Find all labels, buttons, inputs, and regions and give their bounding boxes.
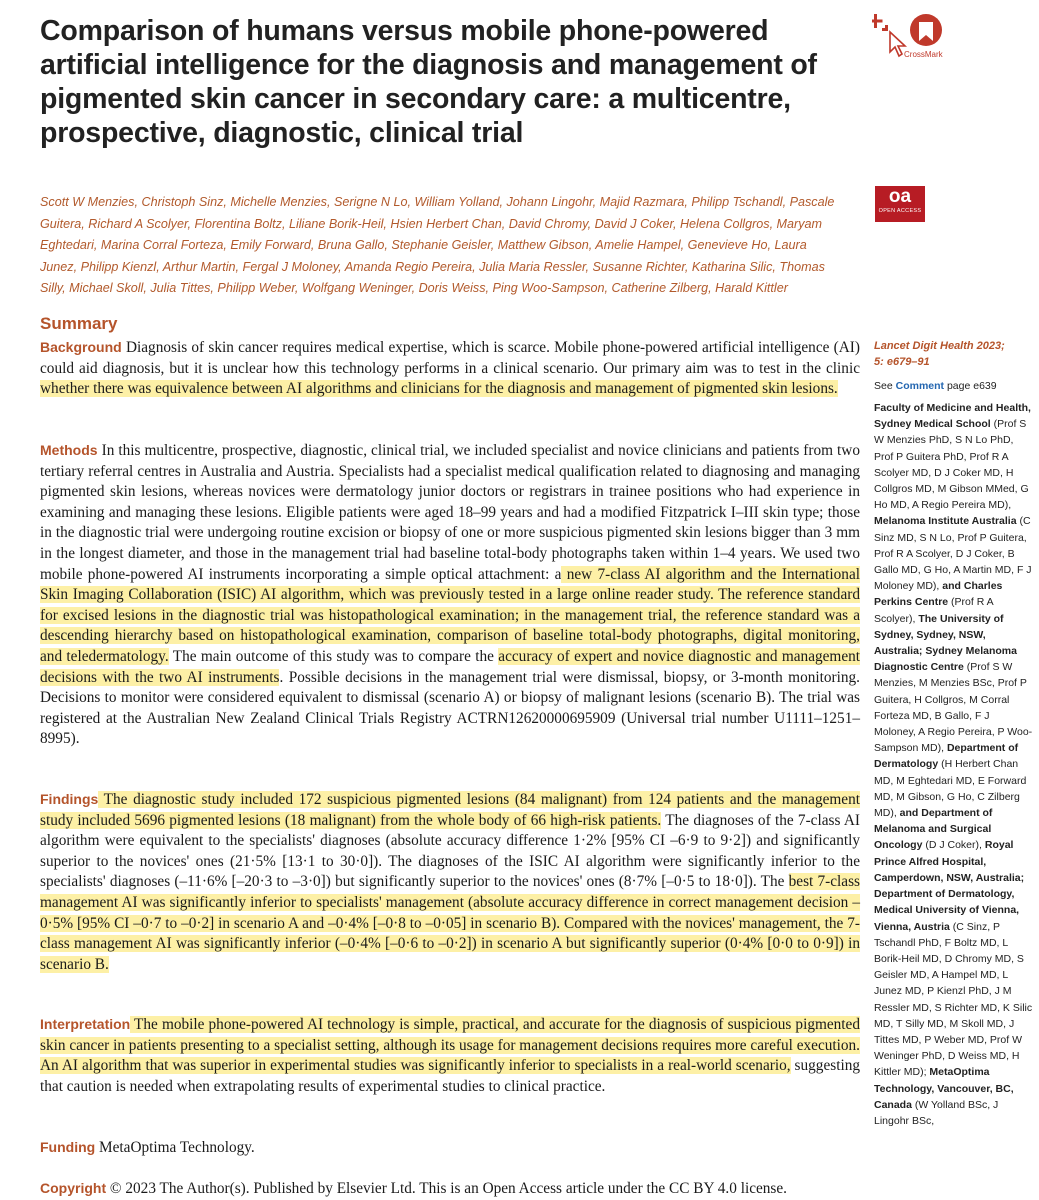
affiliation-3-people: (Prof R A Scolyer),	[874, 596, 994, 625]
methods-text-2: The main outcome of this study was to compare the	[168, 647, 499, 665]
findings-text-1: The diagnoses of the 7-class AI algorithm were equivalent to the specialists' diagnoses (absolute accuracy difference 1·2% [95% CI –6·9 to 9·2]) and significantly superior to the novices' ones (21·5% [13·1 to 30·0]). The diagnoses of the ISIC AI algorithm were significantly inferior to the specialists' diagnoses (–11·6% [–20·3 to –3·0]) but significantly superior to the novices' ones (8·7% [–0·5 to 18·0]). The	[40, 811, 860, 891]
methods-label: Methods	[40, 442, 98, 458]
affiliation-4-people: (Prof S W Menzies, M Menzies BSc, Prof P Guitera, H Collgros, M Corral Forteza MD, B Gallo, F J Moloney, A Regio Pereira, P Woo-Sampson MD),	[874, 661, 1033, 755]
interpretation-text: suggesting that caution is needed when extrapolating results of experimental studies to clinical practice.	[40, 1057, 860, 1095]
methods-highlight-1: new 7-class AI algorithm and the International Skin Imaging Collaboration (ISIC) AI algorithm, which was previously tested in a large online reader study. The reference standard for excised lesions in the diagnostic trial was histopathological examination; in the management trial, the reference standard was a descending hierarchy based on histopathological examination, comparison of baseline total-body photographs, digital monitoring, and teledermatology.	[40, 565, 860, 665]
oa-caption: OPEN ACCESS	[878, 208, 922, 214]
affiliation-7: Royal Prince Alfred Hospital, Camperdown, NSW, Australia; Department of Dermatology, Medical University of Vienna, Vienna, Austria	[874, 839, 1025, 933]
open-access-badge	[875, 186, 925, 222]
citation	[874, 338, 1034, 370]
affiliation-8-people: (W Yolland BSc, J Lingohr BSc,	[874, 1098, 999, 1127]
methods-text-1: In this multicentre, prospective, diagnostic, clinical trial, we included specialist and novice clinicians and patients from two tertiary referral centres in Australia and Austria. Specialists had a specialist medical qualification related to diagnosing and managing pigmented skin lesions, whereas novices were dermatology junior doctors or registrars in trainee positions who had experience in examining and managing these lesions. Eligible patients were aged 18–99 years and had a modified Fitzpatrick I–III skin type; those in the diagnostic trial were undergoing routine excision or biopsy of one or more suspicious pigmented skin lesions bigger than 3 mm in the longest diameter, and those in the management trial had baseline total-body photographs taken within 1–4 years. We used two mobile phone-powered AI instruments incorporating a simple optical attachment: a	[40, 442, 861, 583]
copyright-label: Copyright	[40, 1180, 107, 1196]
affiliations	[874, 400, 1034, 1129]
background-text: Diagnosis of skin cancer requires medical expertise, which is scarce. Mobile phone-powered artificial intelligence (AI) could aid diagnosis, but it is unclear how this technology performs in a clinical scenario. Our primary aim was to test in the clinic	[40, 339, 860, 377]
affiliation-1-people: (Prof S W Menzies PhD, S N Lo PhD, Prof P Guitera PhD, Prof R A Scolyer MD, D J Coker MD, H Collgros MD, M Gibson MMed, G Ho MD, A Regio Pereira MD),	[874, 418, 1029, 512]
funding-text: MetaOptima Technology.	[95, 1139, 255, 1156]
see-text: See	[874, 380, 896, 392]
copyright-section	[40, 1178, 860, 1200]
methods-highlight-2: accuracy of expert and novice diagnostic and management decisions with the two AI instruments	[40, 647, 861, 686]
affiliation-8: MetaOptima Technology, Vancouver, BC, Canada	[874, 1066, 1014, 1111]
affiliation-6-people: (D J Coker),	[922, 839, 982, 852]
background-section	[40, 337, 860, 400]
affiliation-6: and Department of Melanoma and Surgical Oncology	[874, 807, 993, 852]
funding-label: Funding	[40, 1139, 96, 1155]
interpretation-highlight: The mobile phone-powered AI technology is simple, practical, and accurate for the diagnosis of suspicious pigmented skin cancer in patients presenting to a specialist setting, although its usage for management decisions requires more careful execution. An AI algorithm that was superior in experimental studies was significantly inferior to specialists in a real-world scenario,	[40, 1016, 860, 1075]
findings-highlight-1: The diagnostic study included 172 suspicious pigmented lesions (84 malignant) from 124 patients and the management study included 5696 pigmented lesions (18 malignant) from the whole body of 66 high-risk patients.	[40, 791, 860, 829]
summary-heading: Summary	[40, 314, 118, 333]
affiliation-2: Melanoma Institute Australia	[874, 515, 1017, 528]
article-title: Comparison of humans versus mobile phone-powered artificial intelligence for the diagnosis and management of pigmented skin cancer in secondary care: a multicentre, prospective, diagnostic, clinical trial	[40, 15, 817, 149]
copyright-text: © 2023 The Author(s). Published by Elsevier Ltd. This is an Open Access article under the CC BY 4.0 license.	[106, 1180, 787, 1197]
affiliation-3: and Charles Perkins Centre	[874, 580, 1003, 609]
findings-highlight-2: best 7-class management AI was significantly inferior to specialists' management (absolute accuracy difference in correct management decision –0·5% [95% CI –0·7 to –0·2] in scenario A and –0·4% [–0·8 to –0·05] in scenario B). Compared with the novices' management, the 7-class management AI was significantly inferior (–0·4% [–0·6 to –0·2]) in scenario A but significantly superior (0·4% [0·0 to 0·9]) in scenario B.	[40, 873, 860, 973]
funding-section	[40, 1137, 860, 1159]
affiliation-7-people: (C Sinz, P Tschandl PhD, F Boltz MD, L Borik-Heil MD, D Chromy MD, S Geisler MD, A Hampel MD, L Junez MD, P Kienzl PhD, J M Ressler MD, S Richter MD, K Silic MD, T Silly MD, M Skoll MD, J Tittes MD, P Weber MD, Prof W Weninger PhD, D Weiss MD, H Kittler MD);	[874, 920, 1033, 1079]
background-label: Background	[40, 339, 122, 355]
affiliation-5-people: (H Herbert Chan MD, M Eghtedari MD, E Forward MD, M Gibson, G Ho, C Zilberg MD),	[874, 758, 1027, 820]
affiliation-5: Department of Dermatology	[874, 742, 1019, 771]
interpretation-label: Interpretation	[40, 1016, 131, 1032]
crossmark-label: CrossMark	[904, 50, 943, 59]
affiliation-4: The University of Sydney, Sydney, NSW, Australia; Sydney Melanoma Diagnostic Centre	[874, 612, 1017, 674]
citation-pages: 5: e679–91	[874, 356, 930, 369]
background-highlight: whether there was equivalence between AI algorithms and clinicians for the diagnosis and management of pigmented skin lesions.	[40, 380, 838, 398]
findings-section	[40, 789, 860, 975]
citation-journal: Lancet Digit Health 2023;	[874, 340, 1005, 352]
affiliation-1: Faculty of Medicine and Health, Sydney Medical School	[874, 402, 1031, 431]
author-list: Scott W Menzies, Christoph Sinz, Michelle Menzies, Serigne N Lo, William Yolland, Johann Lingohr, Majid Razmara, Philipp Tschandl, Pascale Guitera, Richard A Scolyer, Florentina Boltz, Liliane Borik-Heil, Hsien Herbert Chan, David Chromy, David J Coker, Helena Collgros, Maryam Eghtedari, Marina Corral Forteza, Emily Forward, Bruna Gallo, Stephanie Geisler, Matthew Gibson, Amelie Hampel, Genevieve Ho, Laura Junez, Philipp Kienzl, Arthur Martin, Fergal J Moloney, Amanda Regio Pereira, Julia Maria Ressler, Susanne Richter, Katharina Silic, Thomas Silly, Michael Skoll, Julia Tittes, Philipp Weber, Wolfgang Weninger, Doris Weiss, Ping Woo-Sampson, Catherine Zilberg, Harald Kittler	[40, 195, 835, 295]
comment-link[interactable]: Comment	[895, 380, 945, 392]
oa-logo-text: oa	[888, 186, 912, 207]
methods-text-3: . Possible decisions in the management trial were dismissal, biopsy, or 3-month monitoring. Decisions to monitor were considered equivalent to dismissal (scenario A) or biopsy of malignant lesions (scenario B). The trial was registered at the Australian New Zealand Clinical Trials Registry ACTRN12620000695909 (Universal trial number U1111–1251–8995).	[40, 668, 860, 748]
comment-page: page e639	[944, 380, 997, 392]
see-comment	[874, 378, 1034, 394]
interpretation-section	[40, 1014, 860, 1097]
methods-section	[40, 440, 860, 750]
affiliation-2-people: (C Sinz MD, S N Lo, Prof P Guitera, Prof R A Scolyer, D J Coker, B Gallo MD, G Ho, A Martin MD, F J Moloney MD),	[874, 515, 1032, 593]
findings-label: Findings	[40, 791, 99, 807]
